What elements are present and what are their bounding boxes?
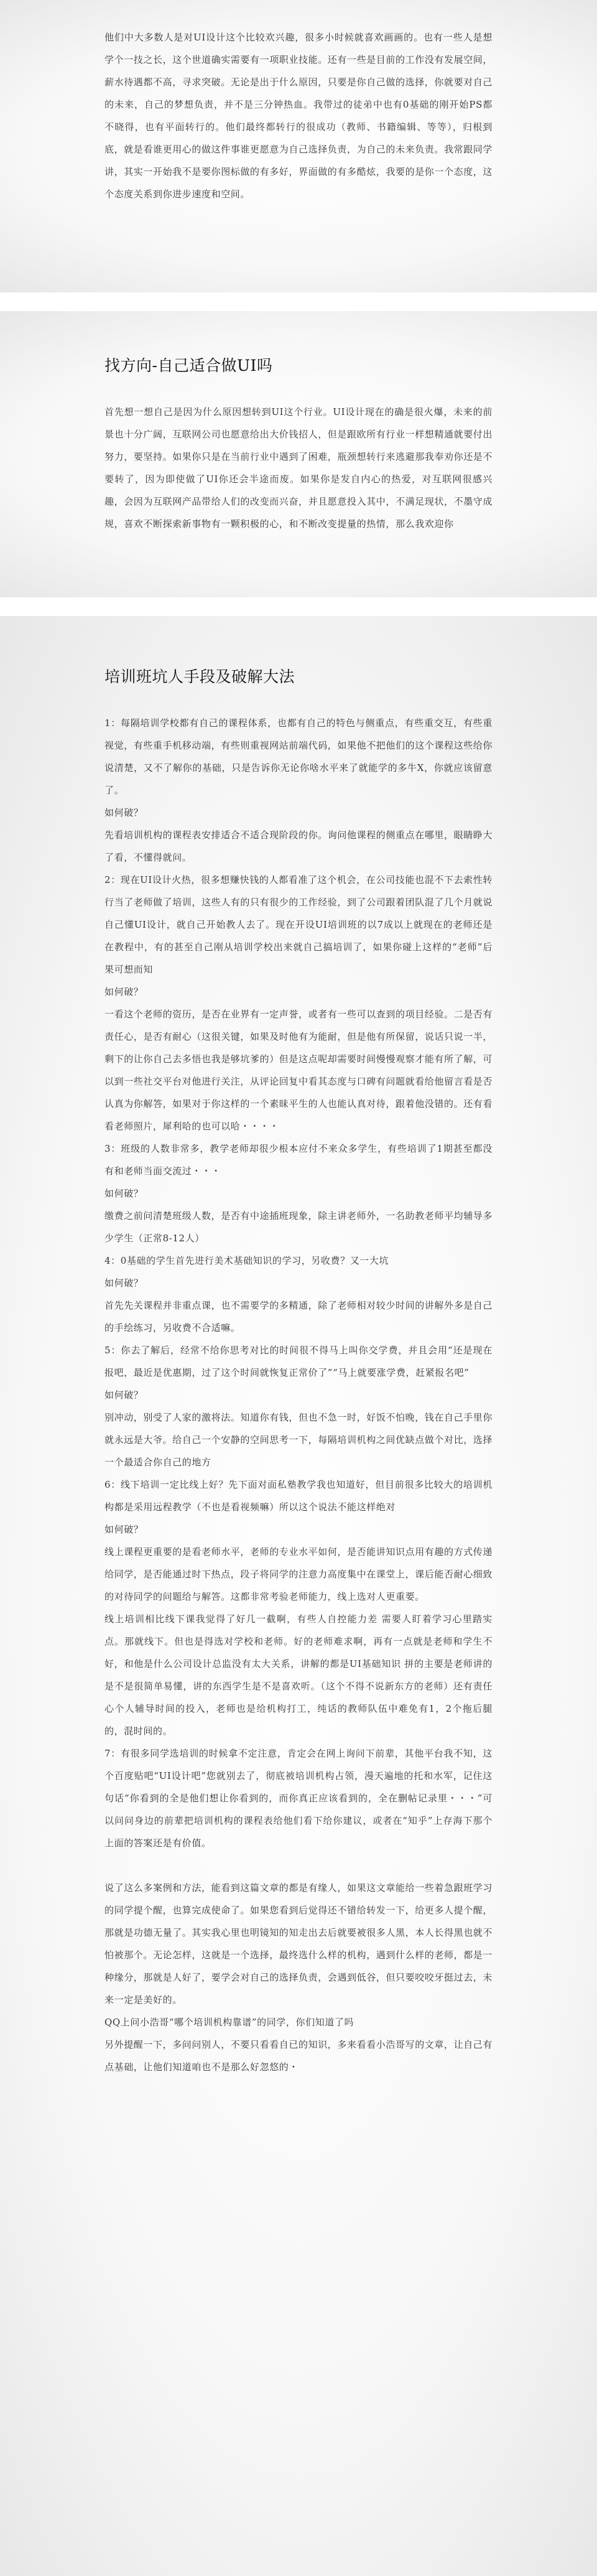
training-block-6: 6：线下培训一定比线上好？先下面对面私塾教学我也知道好，但目前很多比较大的培训机构都是采用远程教学（不也是看视频嘛）所以这个说法不能这样绝对 xyxy=(104,1479,493,1513)
training-solution-6b: 线上培训相比线下课我觉得了好几一截啊，有些人自控能力差 需要人盯着学习心里踏实点。那就线下。但也是得选对学校和老师。好的老师难求啊，再有一点就是老师和学生不好，和他是什么公司设计总监没有太大关系，讲解的都是UI基础知识 拼的主要是老师讲的是不是很简单易懂，讲的东西学生是不是喜欢听。（这个不得不说新东方的老师）还有责任心个人辅导时间的投入，老师也是给机构打工，纯话的教师队伍中难免有1，2个拖后腿的，混时间的。 xyxy=(104,1613,493,1737)
closing-reminder: 另外提醒一下，多问问别人，不要只看看自已的知识，多来看看小浩哥写的文章，让自己有点基础，让他们知道咱也不是那么好忽悠的・ xyxy=(104,2039,493,2073)
training-solution-6a: 线上课程更重要的是看老师水平，老师的专业水平如何，是否能讲知识点用有趣的方式传递给同学，是否能通过时下热点，段子将同学的注意力高度集中在课堂上，课后能否耐心细致的对待同学的问题给与解答。这都非常考验老师能力，线上选对人更重要。 xyxy=(104,1546,493,1602)
training-solution-3: 缴费之前问清楚班级人数，是否有中途插班现象，除主讲老师外，一名助教老师平均辅导多少学生（正常8-12人） xyxy=(104,1210,493,1244)
training-block-7: 7：有很多同学选培训的时候拿不定注意，肯定会在网上询问下前辈，其他平台我不知，这个百度贴吧“UI设计吧”您就别去了，彻底被培训机构占领，漫天遍地的托和水军，记住这句话“你看到的全是他们想让你看到的，而你真正应该看到的，全在删帖记录里・・・”可以问问身边的前辈把培训机构的课程表给他们看下给你建议，或者在“知乎”上存海下那个上面的答案还是有价值。 xyxy=(104,1748,493,1849)
training-solution-2: 一看这个老师的资历，是否在业界有一定声誉，或者有一些可以查到的项目经验。二是否有责任心，是否有耐心（这很关键，如果及时他有为能耐，但是他有所保留，说话只说一半，剩下的让你自己去多悟也我是够坑爹的）但是这点呢却需要时间慢慢观察才能有所了解，可以到一些社交平台对他进行关注，从评论回复中看其态度与口碑有问题就看给他留言看是否认真为你解答，如果对于你这样的一个素昧平生的人也能认真对待，跟着他没错的。还有看看老师照片，犀利哈的也可以哈・・・・ xyxy=(104,1009,493,1132)
training-solution-4: 首先先关课程并非重点课，也不需要学的多精通，除了老师相对较少时间的讲解外多是自己的手绘练习，另收费不合适嘛。 xyxy=(104,1300,493,1333)
training-solution-1: 先看培训机构的课程表安排适合不适合现阶段的你。询问他课程的侧重点在哪里，眼睛睁大了看，不懂得就问。 xyxy=(104,829,493,863)
training-block-4: 4：0基础的学生首先进行美术基础知识的学习，另收费？又一大坑 xyxy=(104,1255,389,1266)
intro-card xyxy=(0,0,597,292)
training-block-1: 1：每隔培训学校都有自己的课程体系，也都有自己的特色与侧重点，有些重交互，有些重视觉，有些重手机移动端，有些则重视网站前端代码，如果他不把他们的这个课程这些给你说清楚，又不了解你的基础，只是告诉你无论你啥水平来了就能学的多牛X，你就应该留意了。 xyxy=(104,717,493,796)
direction-title: 找方向-自己适合做UI吗 xyxy=(104,357,273,375)
training-block-3: 3：班级的人数非常多，教学老师却很少根本应付不来众多学生，有些培训了1期甚至都没有和老师当面交流过・・・ xyxy=(104,1143,493,1177)
direction-paragraph: 首先想一想自己是因为什么原因想转到UI这个行业。UI设计现在的确是很火爆，未来的前景也十分广阔，互联网公司也愿意给出大价钱招人，但是跟欧所有行业一样想精通就要付出努力，要坚持。如果你只是在当前行业中遇到了困难，瓶颈想转行来逃避那我奉劝你还是不要转了，因为即使做了UI你还会半途而废。如果你是发自内心的热爱，对互联网很感兴趣，会因为互联网产品带给人们的改变而兴奋，并且愿意投入其中，不满足现状，不墨守成规，喜欢不断探索新事物有一颗积极的心，和不断改变提量的热情，那么我欢迎你 xyxy=(104,406,493,530)
how-to-break-2: 如何破？ xyxy=(104,986,144,997)
training-body xyxy=(104,712,493,2078)
how-to-break-1: 如何破？ xyxy=(104,807,144,818)
training-block-2: 2：现在UI设计火热，很多想赚快钱的人都看准了这个机会，在公司技能也混不下去索性转行当了老师做了培训，这些人有的只有很少的工作经验，到了公司跟着团队混了几个月就说自己懂UI设计，就自己开始教人去了。现在开设UI培训班的以7成以上就现在的老师还是在教程中，有的甚至自己刚从培训学校出来就自己搞培训了，如果你碰上这样的“老师”后果可想而知 xyxy=(104,874,493,975)
intro-paragraph: 他们中大多数人是对UI设计这个比较欢兴趣，很多小时候就喜欢画画的。也有一些人是想学个一技之长，这个世道确实需要有一项职业技能。还有一些是目前的工作没有发展空间，薪水待遇都不高，寻求突破。无论是出于什么原因，只要是你自己做的选择，你就要对自己的未来，自己的梦想负责，并不是三分钟热血。我带过的徒弟中也有0基础的刚开始PS都不晓得，也有平面转行的。他们最终都转行的很成功（教师、书籍编辑、等等），归根到底，就是看谁更用心的做这件事谁更愿意为自己选择负责，为自己的未来负责。我常跟同学讲，其实一开始我不是要你图标做的有多好，界面做的有多酷炫，我要的是你一个态度，这个态度关系到你进步速度和空间。 xyxy=(104,32,493,200)
closing-paragraph: 说了这么多案例和方法，能看到这篇文章的都是有缘人，如果这文章能给一些着急跟班学习的同学提个醒，也算完成使命了。如果您看到后觉得还不错给转发一下，给更多人提个醒，那就是功德无量了。其实我心里也明镜知的知走出去后就要被很多人黑，本人长得黑也就不怕被那个。无论怎样，这就是一个选择，最终选什么样的机构，遇到什么样的老师，都是一种缘分，那就是人好了，要学会对自己的选择负责，会遇到低谷，但只要咬咬牙挺过去，未来一定是美好的。 xyxy=(104,1882,493,2005)
how-to-break-5: 如何破？ xyxy=(104,1389,144,1401)
training-title: 培训班坑人手段及破解大法 xyxy=(104,668,295,686)
training-card xyxy=(0,616,597,2576)
training-block-5: 5：你去了解后，经常不给你思考对比的时间很不得马上叫你交学费，并且会用“还是现在报吧，最近是优惠期，过了这个时间就恢复正常价了”“马上就要涨学费，赶紧报名吧” xyxy=(104,1345,493,1378)
training-solution-5: 别冲动，别受了人家的激将法。知道你有钱，但也不急一时，好饭不怕晚，钱在自己手里你就永远是大爷。给自己一个安静的空间思考一下，每隔培训机构之间优缺点做个对比，选择一个最适合你自己的地方 xyxy=(104,1412,493,1468)
how-to-break-4: 如何破？ xyxy=(104,1277,144,1289)
direction-card xyxy=(0,311,597,597)
how-to-break-3: 如何破？ xyxy=(104,1188,144,1199)
closing-qq-note: QQ上问小浩哥“哪个培训机构靠谱”的同学，你们知道了吗 xyxy=(104,2017,354,2028)
how-to-break-6: 如何破？ xyxy=(104,1524,144,1535)
